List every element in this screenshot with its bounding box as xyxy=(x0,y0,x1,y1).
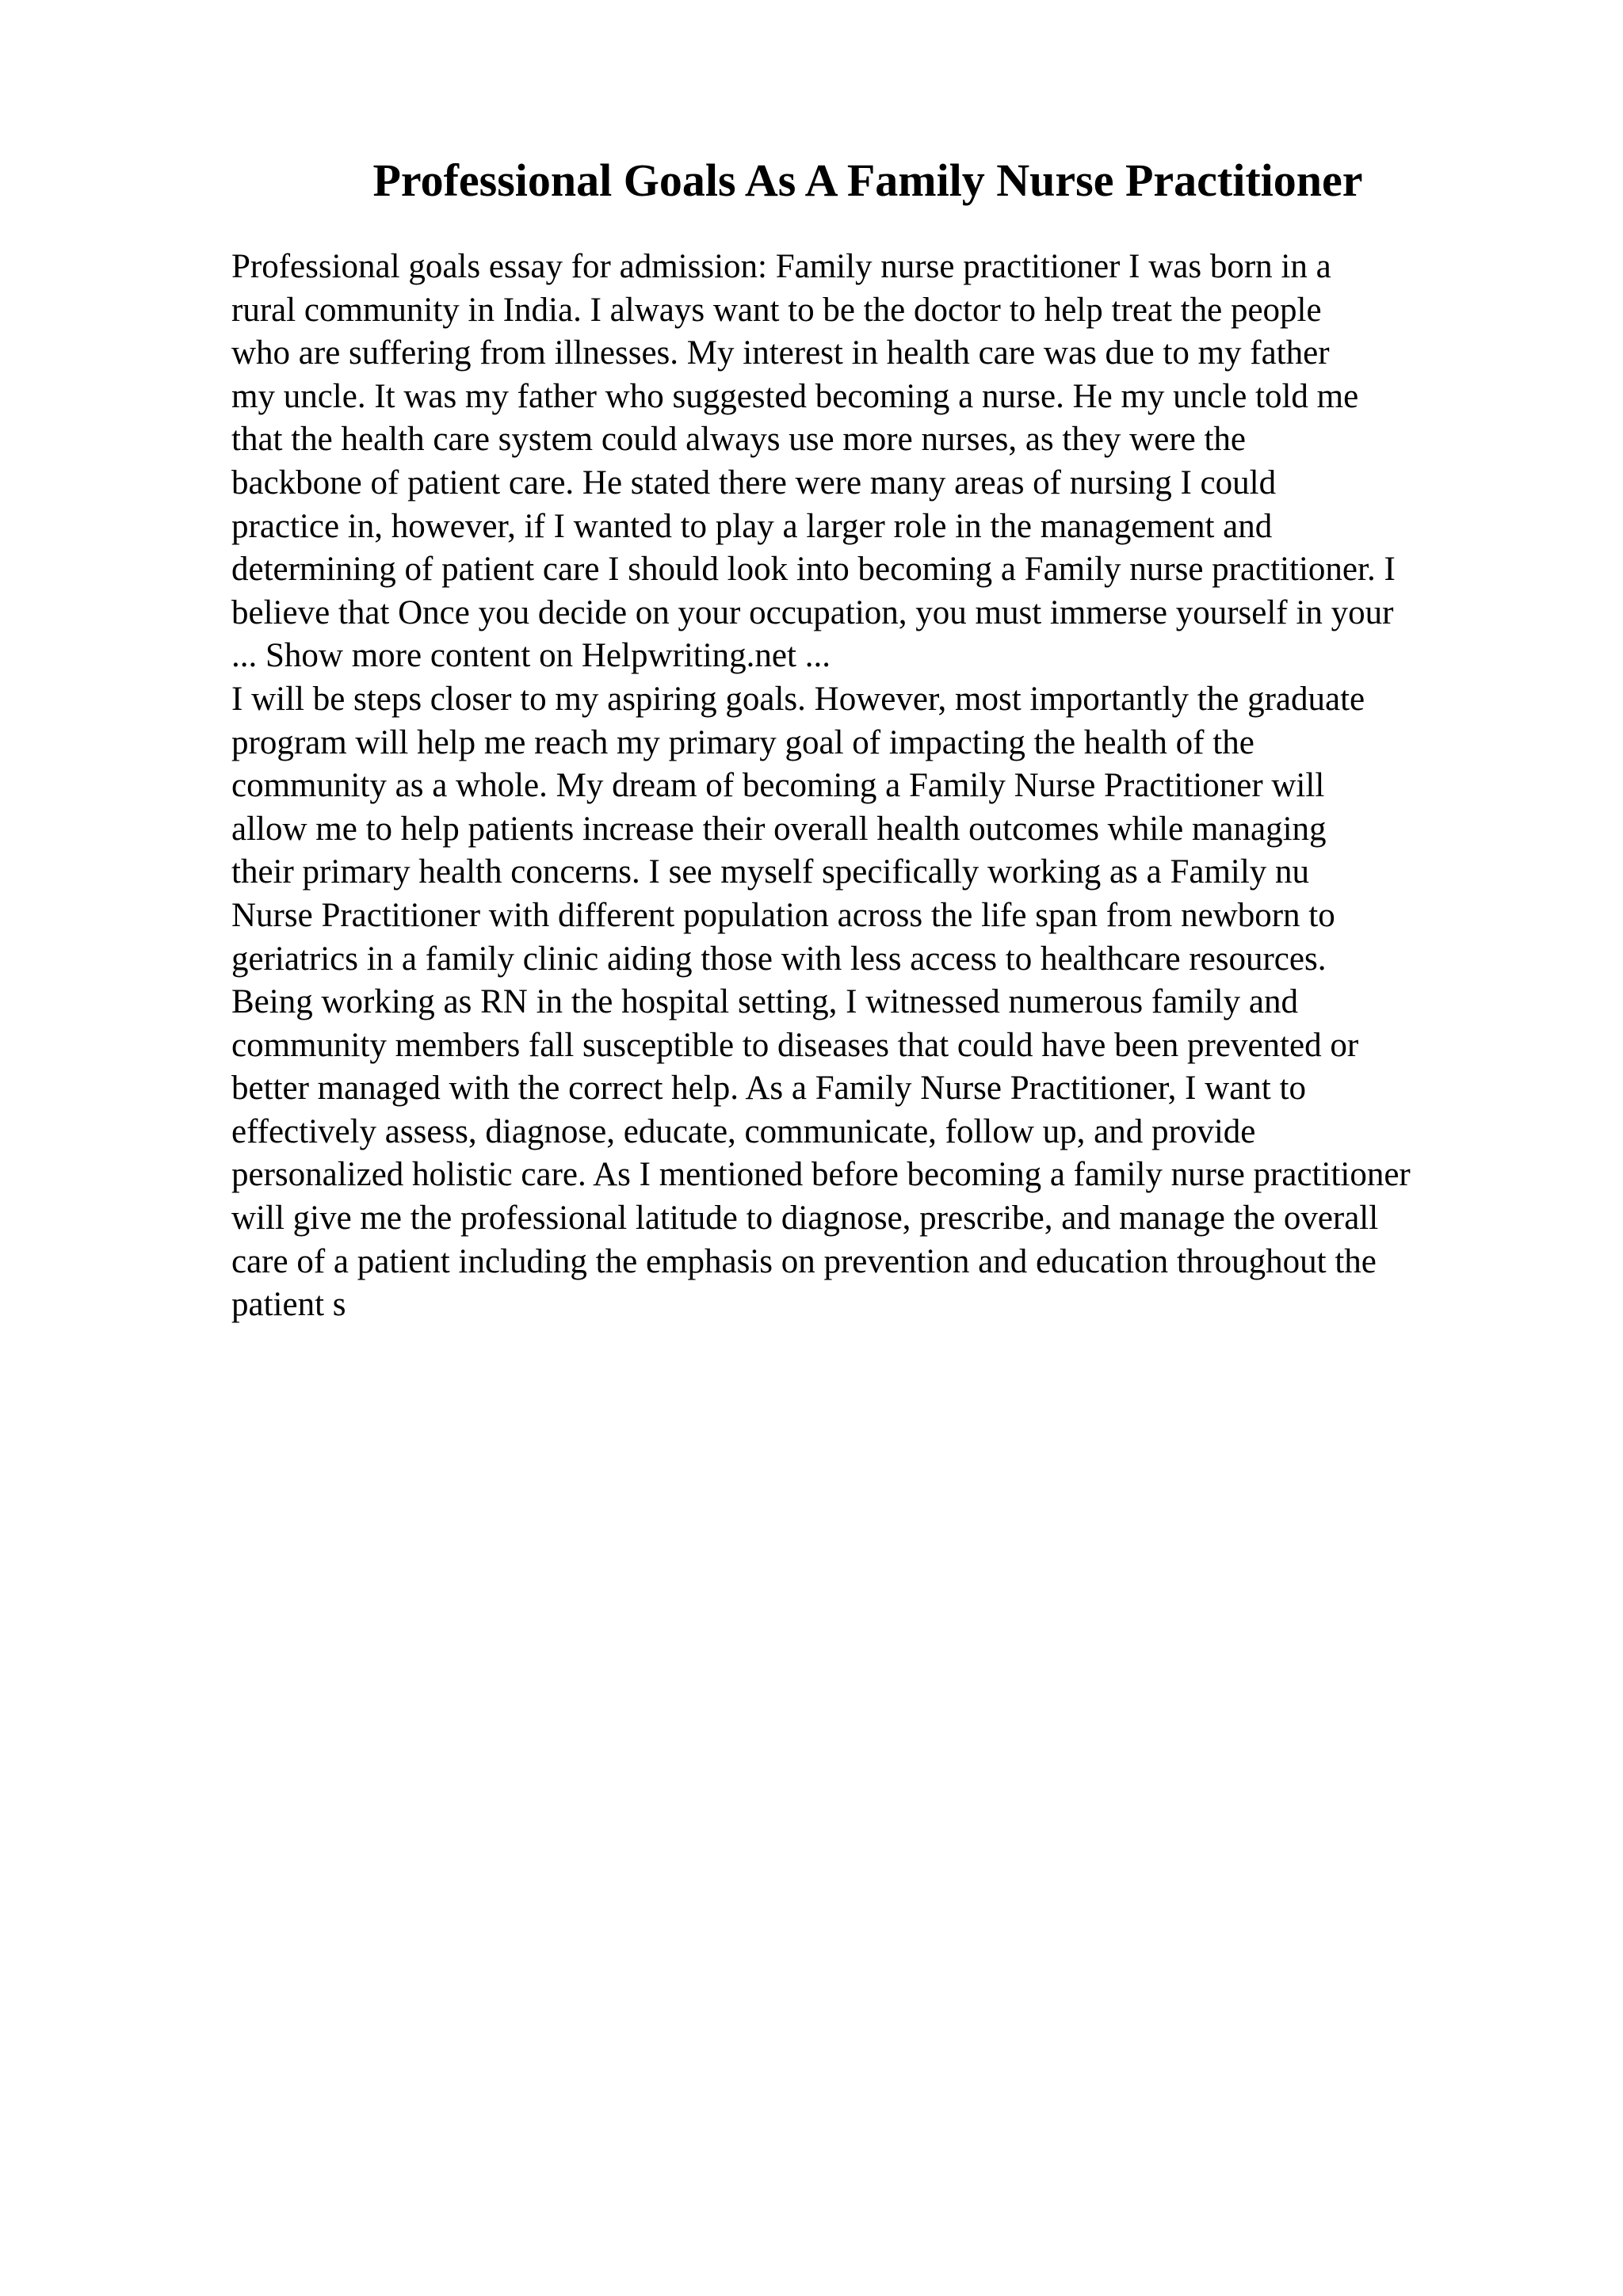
body-line: will give me the professional latitude to diagnose, prescribe, and manage the overall xyxy=(231,1199,1379,1238)
body-line: Being working as RN in the hospital setting, I witnessed numerous family and xyxy=(231,983,1298,1021)
body-line: effectively assess, diagnose, educate, communicate, follow up, and provide xyxy=(231,1112,1256,1150)
body-line: personalized holistic care. As I mentioned before becoming a family nurse practitioner xyxy=(231,1156,1411,1194)
body-line: believe that Once you decide on your occupation, you must immerse yourself in your xyxy=(231,593,1394,631)
body-line: backbone of patient care. He stated there were many areas of nursing I could xyxy=(231,463,1277,502)
body-line: their primary health concerns. I see myself specifically working as a Family nu xyxy=(231,853,1310,891)
body-line: that the health care system could always use more nurses, as they were the xyxy=(231,421,1247,459)
body-line: practice in, however, if I wanted to play a larger role in the management and xyxy=(231,507,1273,545)
document-body xyxy=(231,246,1579,1327)
body-line: community as a whole. My dream of becoming a Family Nurse Practitioner will xyxy=(231,767,1325,805)
show-more-link[interactable]: ... Show more content on Helpwriting.net ... xyxy=(231,637,831,675)
body-line: patient s xyxy=(231,1286,346,1324)
body-line: allow me to help patients increase their overall health outcomes while managing xyxy=(231,810,1327,848)
body-line: rural community in India. I always want to be the doctor to help treat the people xyxy=(231,291,1322,329)
body-line: program will help me reach my primary goal of impacting the health of the xyxy=(231,723,1254,761)
body-line: better managed with the correct help. As a Family Nurse Practitioner, I want to xyxy=(231,1070,1306,1108)
body-line: community members fall susceptible to diseases that could have been prevented or xyxy=(231,1026,1359,1064)
body-line: geriatrics in a family clinic aiding those with less access to healthcare resources. xyxy=(231,940,1327,978)
body-line: Nurse Practitioner with different population across the life span from newborn to xyxy=(231,896,1335,934)
body-line: Professional goals essay for admission: Family nurse practitioner I was born in a xyxy=(231,248,1331,285)
document-title: Professional Goals As A Family Nurse Practitioner xyxy=(372,154,1363,206)
body-line: I will be steps closer to my aspiring goals. However, most importantly the graduate xyxy=(231,680,1365,718)
body-line: my uncle. It was my father who suggested becoming a nurse. He my uncle told me xyxy=(231,377,1359,415)
body-line: care of a patient including the emphasis on prevention and education throughout the xyxy=(231,1242,1377,1280)
body-line: determining of patient care I should look into becoming a Family nurse practitioner. I xyxy=(231,551,1396,589)
body-line: who are suffering from illnesses. My interest in health care was due to my father xyxy=(231,334,1330,372)
